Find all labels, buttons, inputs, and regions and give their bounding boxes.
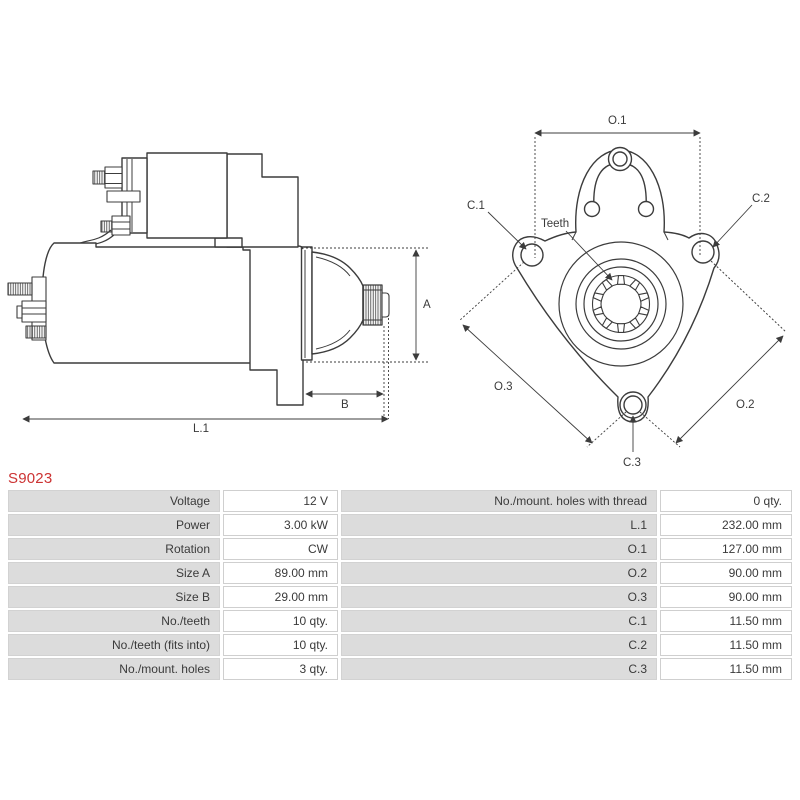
spec-value-cell: 127.00 mm — [660, 538, 792, 560]
front-flange — [513, 150, 719, 422]
dim-label-c3: C.3 — [623, 457, 641, 469]
teeth-label: Teeth — [541, 218, 570, 230]
solenoid-support — [215, 238, 242, 247]
spec-value-cell: 10 qty. — [223, 610, 338, 632]
body-bolts — [8, 277, 46, 340]
spec-label-cell: No./teeth — [8, 610, 220, 632]
spec-row — [8, 658, 792, 680]
spec-label-cell: C.2 — [341, 634, 657, 656]
spec-value-cell: 0 qty. — [660, 490, 792, 512]
spec-label-cell: No./mount. holes — [8, 658, 220, 680]
dim-label-c2: C.2 — [752, 193, 770, 205]
spec-value-cell: 29.00 mm — [223, 586, 338, 608]
spec-value-cell: CW — [223, 538, 338, 560]
starter-body — [42, 243, 250, 363]
spec-value-cell: 12 V — [223, 490, 338, 512]
spec-label-cell: Power — [8, 514, 220, 536]
spec-table — [8, 490, 792, 680]
leader-c1 — [488, 212, 526, 249]
spec-label-cell: C.3 — [341, 658, 657, 680]
spec-label-cell: O.1 — [341, 538, 657, 560]
arch-left-hole — [585, 202, 600, 217]
product-code: S9023 — [8, 470, 53, 487]
pinion-shaft-tip — [382, 293, 389, 317]
arch-top-hole — [613, 152, 627, 166]
spec-value-cell: 90.00 mm — [660, 586, 792, 608]
spec-label-cell: Size A — [8, 562, 220, 584]
arch-right-hole — [639, 202, 654, 217]
spec-row — [8, 586, 792, 608]
spec-label-cell: No./teeth (fits into) — [8, 634, 220, 656]
spec-value-cell: 232.00 mm — [660, 514, 792, 536]
pinion-gear — [363, 285, 389, 325]
dim-line-o2 — [676, 336, 783, 443]
mounting-foot — [250, 360, 303, 405]
mounting-hole-c3 — [620, 392, 646, 418]
spec-value-cell: 3 qty. — [223, 658, 338, 680]
spec-value-cell: 11.50 mm — [660, 658, 792, 680]
dim-label-l1: L.1 — [193, 423, 209, 435]
spec-row — [8, 634, 792, 656]
dim-label-b: B — [341, 399, 349, 411]
spec-value-cell: 90.00 mm — [660, 562, 792, 584]
spec-label-cell: Voltage — [8, 490, 220, 512]
spec-label-cell: O.3 — [341, 586, 657, 608]
front-view-drawing — [459, 115, 786, 469]
spec-value-cell: 11.50 mm — [660, 634, 792, 656]
drive-bell — [312, 252, 363, 354]
spec-label-cell: L.1 — [341, 514, 657, 536]
spec-value-cell: 89.00 mm — [223, 562, 338, 584]
flange-plate — [298, 246, 312, 360]
drive-bracket — [227, 154, 298, 247]
spec-row — [8, 490, 792, 512]
spec-row — [8, 514, 792, 536]
spec-value-cell: 10 qty. — [223, 634, 338, 656]
dim-label-a: A — [423, 299, 431, 311]
side-view-drawing — [8, 153, 431, 435]
spec-row — [8, 610, 792, 632]
spec-label-cell: No./mount. holes with thread — [341, 490, 657, 512]
spec-label-cell: O.2 — [341, 562, 657, 584]
dim-label-o3: O.3 — [494, 381, 513, 393]
spec-row — [8, 562, 792, 584]
spec-label-cell: Size B — [8, 586, 220, 608]
spec-label-cell: C.1 — [341, 610, 657, 632]
spec-value-cell: 3.00 kW — [223, 514, 338, 536]
dim-label-o2: O.2 — [736, 399, 755, 411]
spec-value-cell: 11.50 mm — [660, 610, 792, 632]
dim-label-c1: C.1 — [467, 200, 485, 212]
spec-label-cell: Rotation — [8, 538, 220, 560]
dim-label-o1: O.1 — [608, 115, 627, 127]
leader-c2 — [713, 205, 752, 247]
spec-row — [8, 538, 792, 560]
mounting-hole-c2 — [692, 241, 714, 263]
